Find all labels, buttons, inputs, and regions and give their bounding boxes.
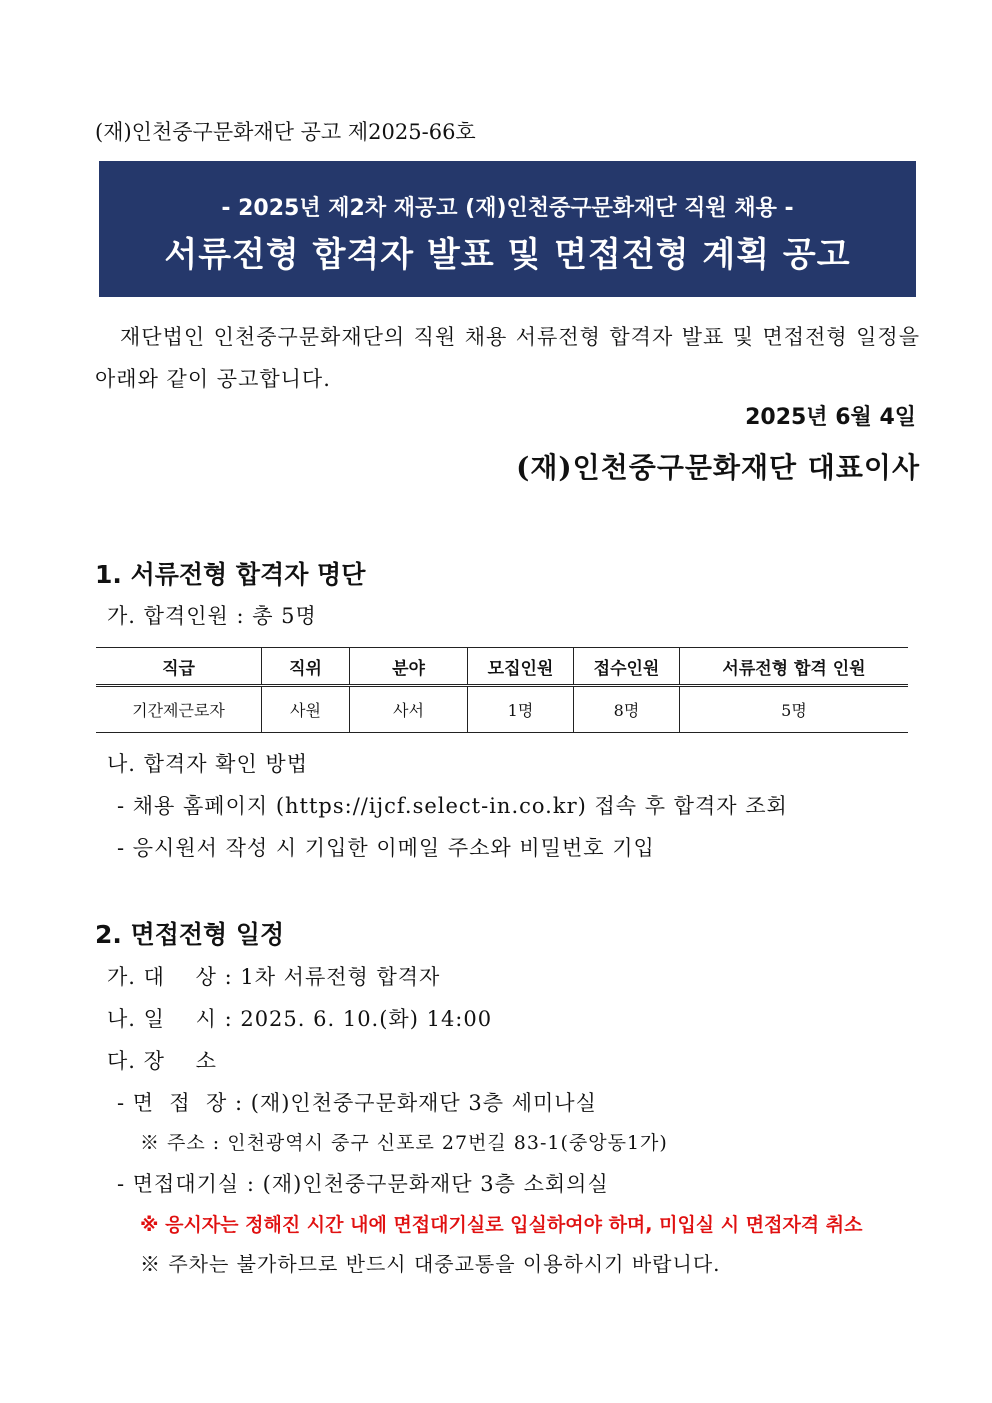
section1-heading: 1. 서류전형 합격자 명단 [95, 560, 366, 589]
pass-count: 가. 합격인원 : 총 5명 [107, 604, 317, 628]
table-row [96, 686, 908, 733]
warning-notice: ※ 응시자는 정해진 시간 내에 면접대기실로 입실하여야 하며, 미입실 시 면접자격 취소 [140, 1214, 863, 1236]
notice-date: 2025년 6월 4일 [745, 405, 916, 430]
banner-title: 서류전형 합격자 발표 및 면접전형 계획 공고 [164, 235, 851, 275]
place-title: 다. 장 소 [107, 1049, 217, 1073]
cell-recruit: 1명 [468, 686, 574, 733]
method-login: - 응시원서 작성 시 기입한 이메일 주소와 비밀번호 기입 [117, 836, 655, 860]
banner-subtitle: - 2025년 제2차 재공고 (재)인천중구문화재단 직원 채용 - [221, 196, 794, 221]
interview-datetime: 나. 일 시 : 2025. 6. 10.(화) 14:00 [107, 1007, 493, 1031]
notice-number: (재)인천중구문화재단 공고 제2025-66호 [95, 120, 476, 144]
col-recruit: 모집인원 [468, 648, 574, 686]
table-header-row [96, 648, 908, 686]
address: ※ 주소 : 인천광역시 중구 신포로 27번길 83-1(중앙동1가) [140, 1132, 668, 1154]
parking-notice: ※ 주차는 불가하므로 반드시 대중교통을 이용하시기 바랍니다. [140, 1252, 721, 1276]
signer: (재)인천중구문화재단 대표이사 [516, 451, 920, 484]
pass-table [96, 647, 908, 733]
cell-position: 사원 [262, 686, 350, 733]
waiting-room: - 면접대기실 : (재)인천중구문화재단 3층 소회의실 [117, 1172, 609, 1196]
method-title: 나. 합격자 확인 방법 [107, 752, 308, 776]
cell-applied: 8명 [574, 686, 680, 733]
cell-passed: 5명 [680, 686, 909, 733]
col-field: 분야 [350, 648, 468, 686]
section2-heading: 2. 면접전형 일정 [95, 920, 285, 949]
cell-grade: 기간제근로자 [96, 686, 262, 733]
intro-text: 재단법인 인천중구문화재단의 직원 채용 서류전형 합격자 발표 및 면접전형 일정을 아래와 같이 공고합니다. [95, 325, 920, 391]
col-passed: 서류전형 합격 인원 [680, 648, 909, 686]
col-applied: 접수인원 [574, 648, 680, 686]
method-homepage: - 채용 홈페이지 (https://ijcf.select-in.co.kr) 접속 후 합격자 조회 [117, 794, 788, 818]
interview-target: 가. 대 상 : 1차 서류전형 합격자 [107, 965, 441, 989]
cell-field: 사서 [350, 686, 468, 733]
title-banner [99, 161, 916, 297]
col-position: 직위 [262, 648, 350, 686]
col-grade: 직급 [96, 648, 262, 686]
interview-room: - 면 접 장 : (재)인천중구문화재단 3층 세미나실 [117, 1091, 597, 1115]
